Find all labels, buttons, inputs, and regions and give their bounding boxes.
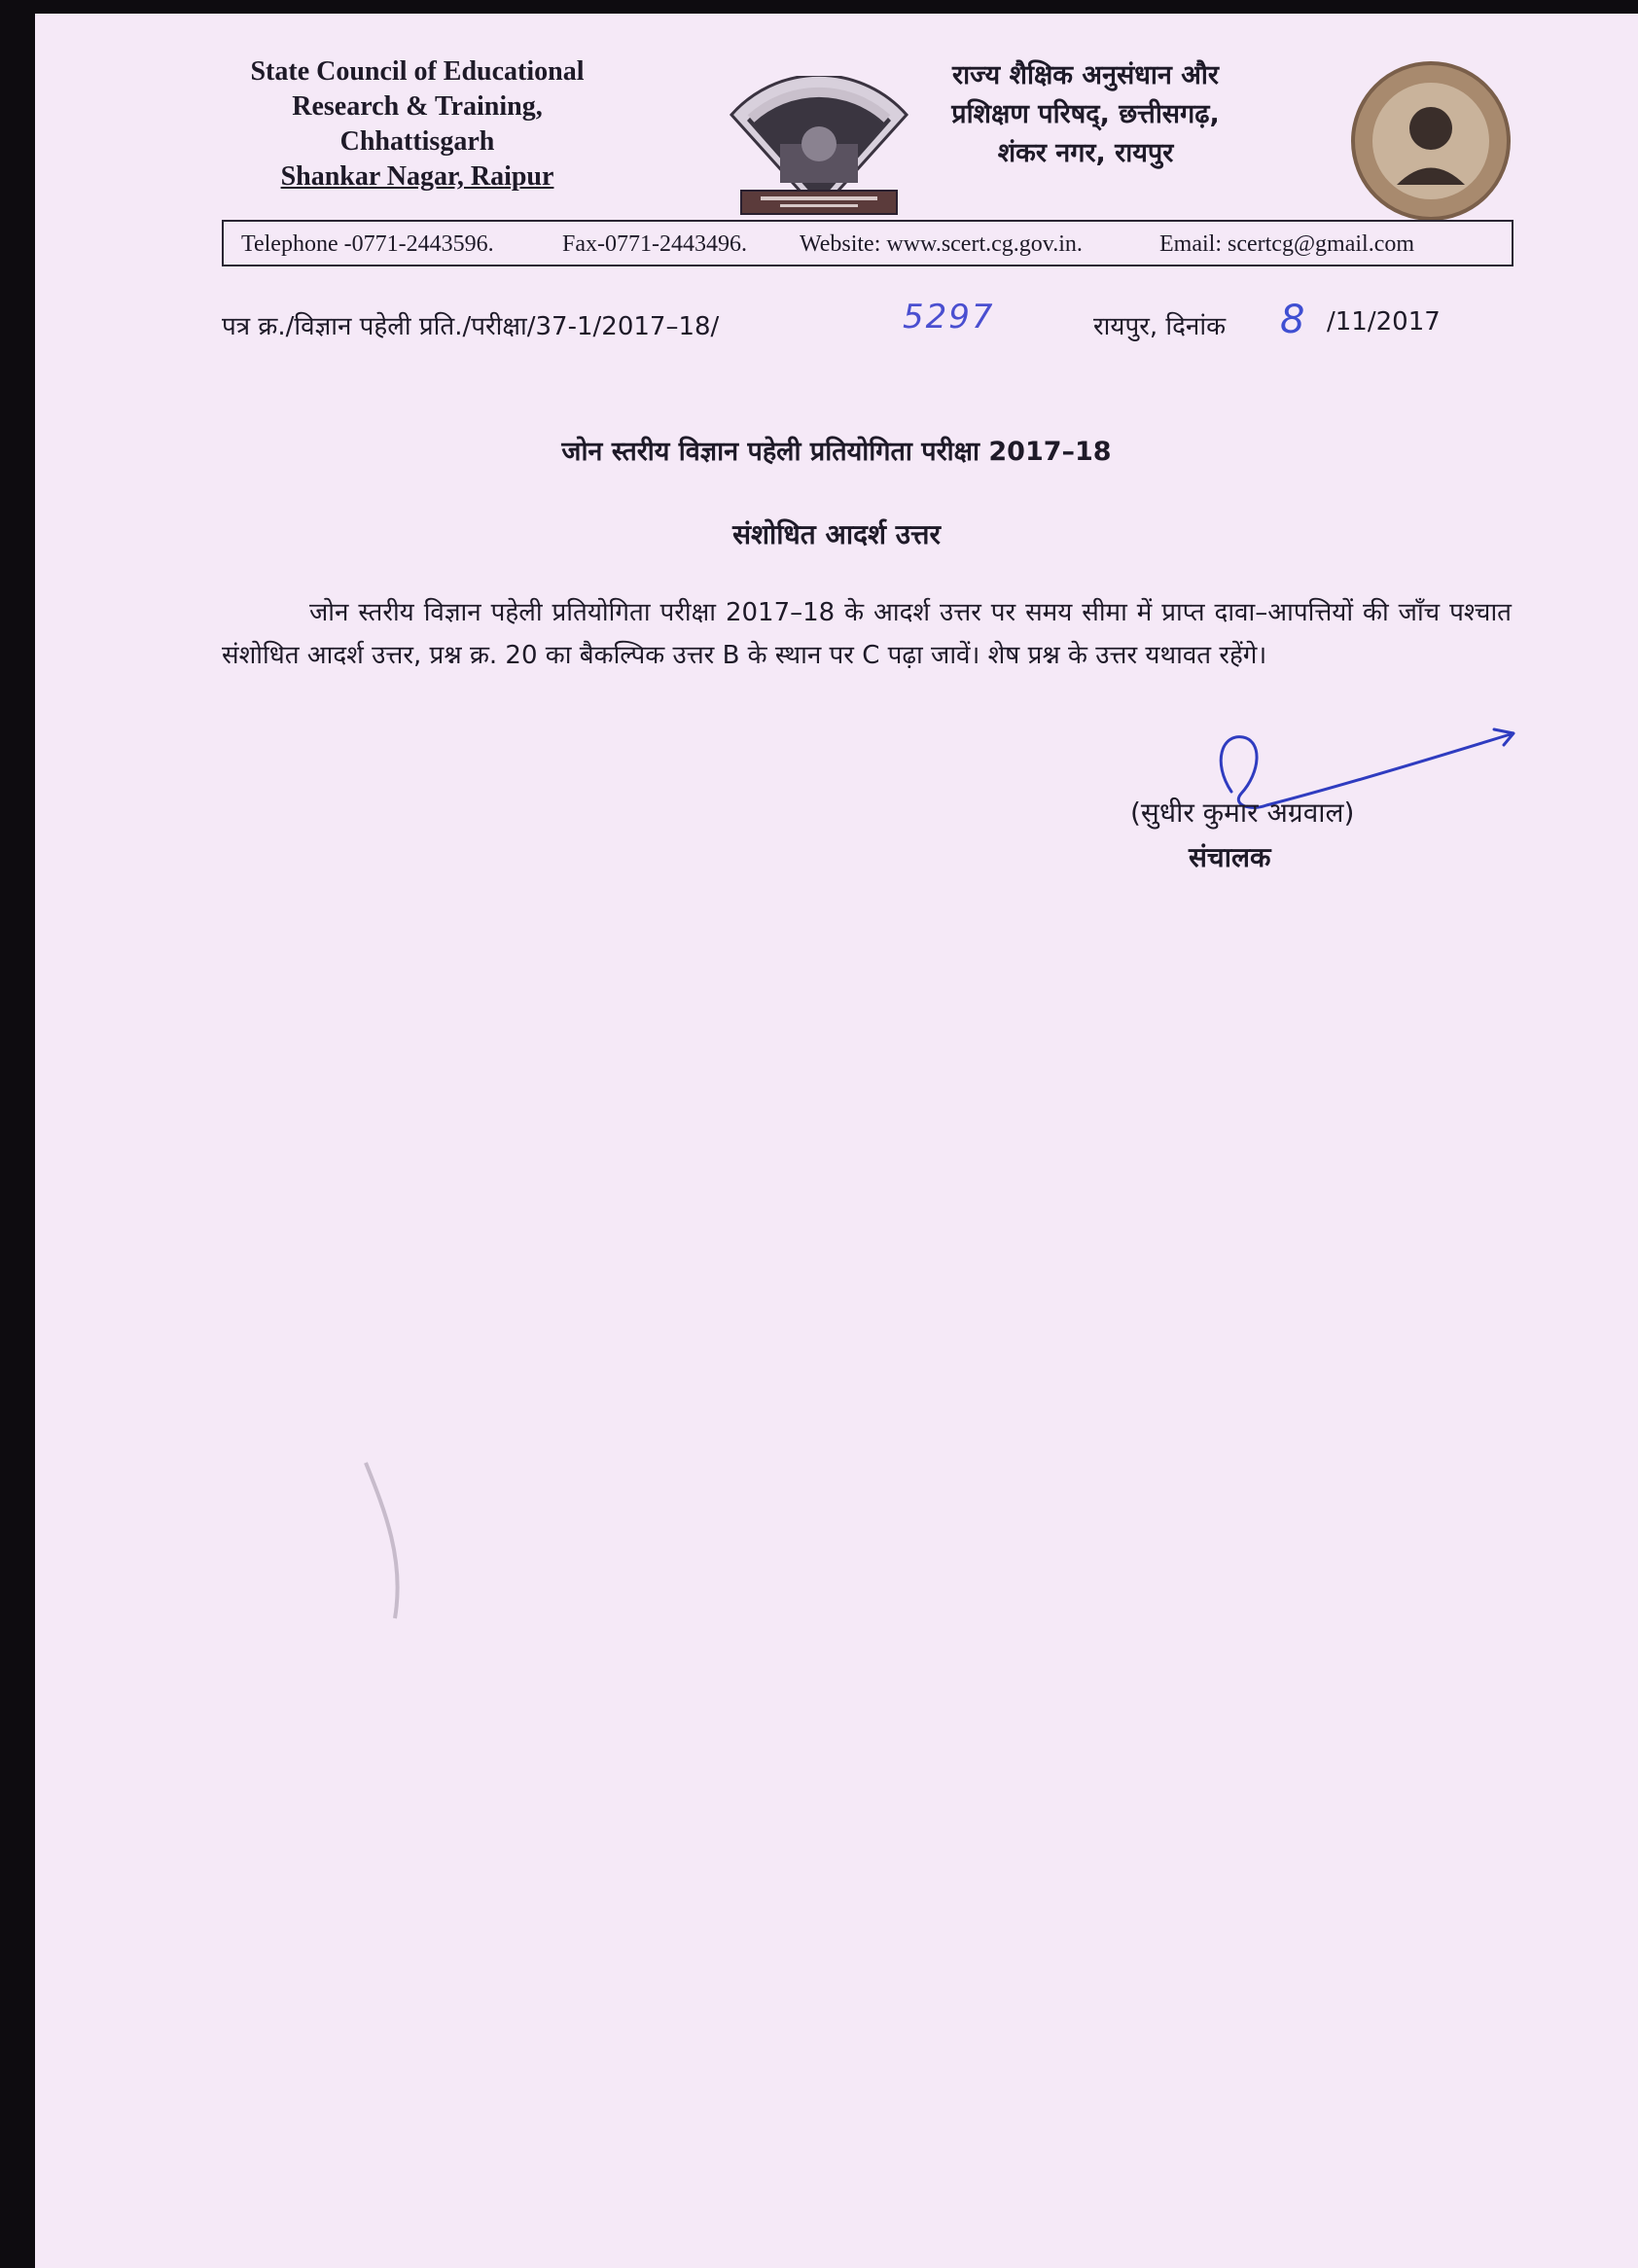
telephone-text: Telephone -0771-2443596. (241, 231, 494, 257)
scert-emblem-logo (722, 76, 916, 222)
email-text: Email: scertcg@gmail.com (1159, 231, 1415, 257)
centenary-seal-logo (1348, 58, 1513, 224)
org-en-line-1: State Council of Educational (250, 56, 585, 87)
letter-page (35, 14, 1638, 2268)
document-title: जोन स्तरीय विज्ञान पहेली प्रतियोगिता परीक्षा 2017–18 (561, 437, 1112, 467)
date-day-handwritten: 8 (1280, 298, 1305, 342)
org-en-line-2: Research & Training, (292, 91, 543, 122)
org-hi-line-2: प्रशिक्षण परिषद्, छत्तीसगढ़, (951, 99, 1220, 129)
fax-text: Fax-0771-2443496. (562, 231, 747, 257)
letter-reference: पत्र क्र./विज्ञान पहेली प्रति./परीक्षा/37-1/2017–18/ (222, 312, 720, 341)
body-paragraph: जोन स्तरीय विज्ञान पहेली प्रतियोगिता परीक्षा 2017–18 के आदर्श उत्तर पर समय सीमा में प्राप्त दावा–आपत्तियों की जाँच पश्चात संशोधित आदर्श उत्तर, प्रश्न क्र. 20 का बैकल्पिक उत्तर B के स्थान पर C पढ़ा जावें। शेष प्रश्न के उत्तर यथावत रहेंगे। (222, 598, 1512, 670)
org-en-line-4: Shankar Nagar, Raipur (280, 161, 554, 192)
org-name-hindi (901, 56, 1270, 173)
org-en-line-3: Chhattisgarh (339, 126, 495, 157)
date-month-year: /11/2017 (1327, 307, 1441, 337)
signatory-name: (सुधीर कुमार अग्रवाल) (1130, 797, 1355, 829)
contact-info-box (222, 220, 1513, 266)
org-name-english (228, 54, 607, 195)
place-date-label: रायपुर, दिनांक (1093, 312, 1227, 341)
website-text: Website: www.scert.cg.gov.in. (800, 231, 1083, 257)
org-hi-line-3: शंकर नगर, रायपुर (997, 138, 1174, 168)
scan-smudge-mark (356, 1453, 434, 1628)
document-subtitle: संशोधित आदर्श उत्तर (732, 518, 941, 550)
reference-number-handwritten: 5297 (903, 298, 995, 337)
signatory-designation: संचालक (1189, 841, 1271, 873)
org-hi-line-1: राज्य शैक्षिक अनुसंधान और (952, 60, 1219, 90)
